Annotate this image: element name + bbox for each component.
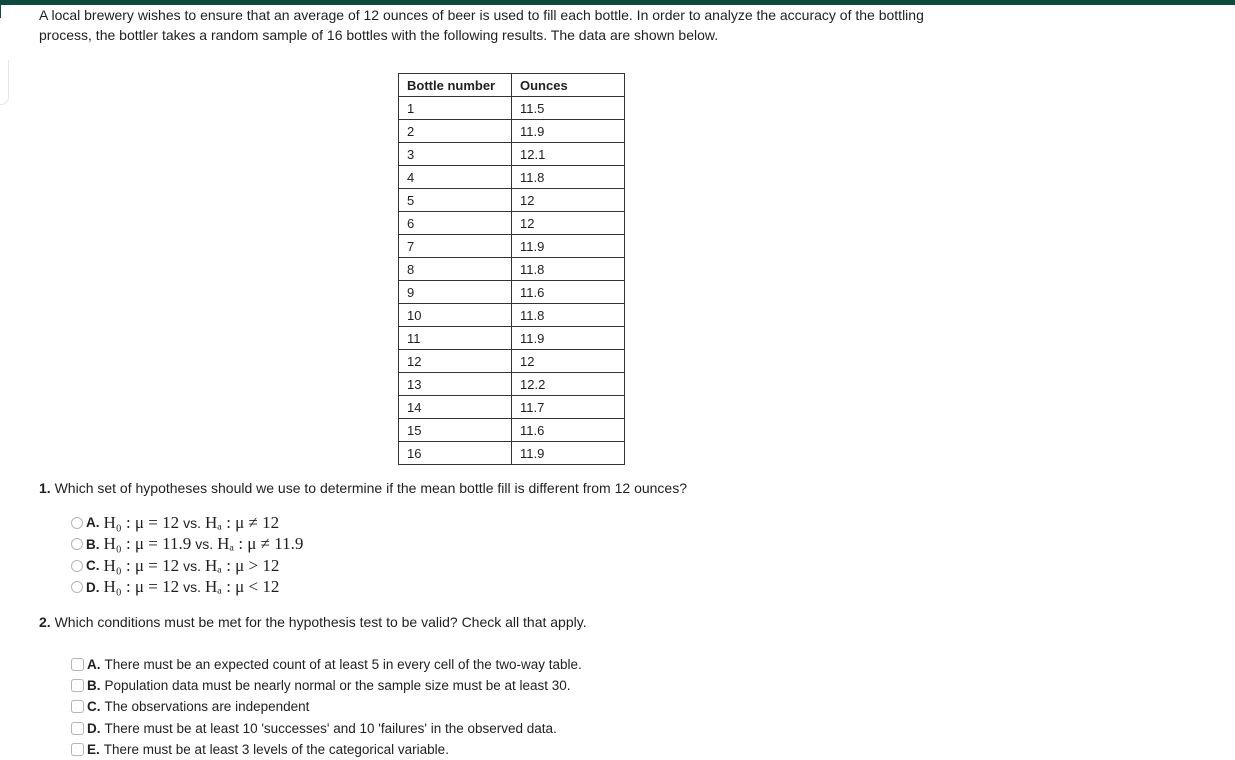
option-letter: D. — [86, 579, 100, 595]
option-text: Population data must be nearly normal or the sample size must be at least 30. — [104, 678, 571, 694]
question-1-options — [71, 512, 303, 598]
bottle-number-cell: 2 — [399, 120, 512, 143]
table-row — [399, 212, 625, 235]
ounces-cell: 11.8 — [512, 166, 625, 189]
option-letter: A. — [86, 515, 100, 531]
question-2-options — [71, 654, 582, 760]
bottle-number-cell: 7 — [399, 235, 512, 258]
bottle-data-table — [398, 73, 625, 465]
checkbox[interactable] — [71, 722, 84, 735]
table-row — [399, 189, 625, 212]
versus-label: vs. — [183, 557, 202, 574]
ounces-cell: 12 — [512, 189, 625, 212]
table-row — [399, 281, 625, 304]
left-accent-rule — [0, 0, 1, 18]
ounces-cell: 12 — [512, 212, 625, 235]
option-letter: B. — [86, 536, 100, 552]
radio-button[interactable] — [71, 538, 83, 550]
table-row — [399, 258, 625, 281]
question-1-text: Which set of hypotheses should we use to determine if the mean bottle fill is different from 12 ounces? — [54, 480, 687, 496]
bottle-number-cell: 5 — [399, 189, 512, 212]
option-text: The observations are independent — [104, 699, 310, 715]
null-hypothesis: H₀ : μ = 12 — [103, 512, 180, 532]
column-header-ounces: Ounces — [512, 74, 625, 97]
problem-intro: A local brewery wishes to ensure that an average of 12 ounces of beer is used to fill each bottle. In order to analyze the accuracy of the bottling process, the bottler takes a random sample of 16 bottles with the following results. The data are shown below. — [39, 7, 924, 43]
option-text: There must be at least 10 'successes' and 10 'failures' in the observed data. — [104, 720, 557, 736]
ounces-cell: 11.8 — [512, 304, 625, 327]
question-1-number: 1. — [39, 480, 51, 496]
bottle-number-cell: 12 — [399, 350, 512, 373]
null-hypothesis: H₀ : μ = 11.9 — [103, 534, 192, 554]
table-row — [399, 235, 625, 258]
bottle-number-cell: 4 — [399, 166, 512, 189]
alternative-hypothesis: Hₐ : μ < 12 — [205, 577, 280, 597]
null-hypothesis: H₀ : μ = 12 — [103, 555, 180, 575]
q1-option-b[interactable] — [71, 534, 303, 556]
bottle-number-cell: 16 — [399, 442, 512, 465]
versus-label: vs. — [183, 514, 202, 531]
bottle-number-cell: 13 — [399, 373, 512, 396]
ounces-cell: 11.9 — [512, 327, 625, 350]
bottle-number-cell: 11 — [399, 327, 512, 350]
table-row — [399, 442, 625, 465]
side-panel-edge — [0, 60, 9, 105]
checkbox[interactable] — [71, 700, 84, 713]
option-letter: E. — [87, 741, 100, 757]
q2-option-a[interactable] — [71, 654, 582, 675]
ounces-cell: 12 — [512, 350, 625, 373]
ounces-cell: 11.8 — [512, 258, 625, 281]
option-letter: B. — [87, 678, 101, 694]
checkbox[interactable] — [71, 658, 84, 671]
versus-label: vs. — [183, 579, 202, 596]
option-letter: A. — [87, 657, 101, 673]
bottle-number-cell: 15 — [399, 419, 512, 442]
q2-option-e[interactable] — [71, 739, 582, 760]
bottle-number-cell: 6 — [399, 212, 512, 235]
q1-option-a[interactable] — [71, 512, 303, 534]
bottle-number-cell: 10 — [399, 304, 512, 327]
checkbox[interactable] — [71, 679, 84, 692]
table-body — [399, 97, 625, 465]
bottle-number-cell: 1 — [399, 97, 512, 120]
bottle-number-cell: 3 — [399, 143, 512, 166]
question-2-text: Which conditions must be met for the hypothesis test to be valid? Check all that apply. — [54, 614, 587, 630]
table-row — [399, 97, 625, 120]
ounces-cell: 11.9 — [512, 120, 625, 143]
bottle-number-cell: 8 — [399, 258, 512, 281]
table-row — [399, 419, 625, 442]
table-row — [399, 304, 625, 327]
table-row — [399, 373, 625, 396]
ounces-cell: 12.1 — [512, 143, 625, 166]
q1-option-d[interactable] — [71, 577, 303, 599]
option-letter: D. — [87, 720, 101, 736]
table-row — [399, 396, 625, 419]
option-letter: C. — [86, 558, 100, 574]
null-hypothesis: H₀ : μ = 12 — [103, 577, 180, 597]
radio-button[interactable] — [71, 560, 83, 572]
ounces-cell: 11.6 — [512, 419, 625, 442]
q2-option-b[interactable] — [71, 675, 582, 696]
option-text: There must be an expected count of at least 5 in every cell of the two-way table. — [104, 657, 582, 673]
column-header-bottle-number: Bottle number — [399, 74, 512, 97]
bottle-number-cell: 14 — [399, 396, 512, 419]
q1-option-c[interactable] — [71, 555, 303, 577]
ounces-cell: 11.5 — [512, 97, 625, 120]
table-header-row — [399, 74, 625, 97]
table-row — [399, 143, 625, 166]
table-row — [399, 350, 625, 373]
table-row — [399, 166, 625, 189]
ounces-cell: 11.6 — [512, 281, 625, 304]
alternative-hypothesis: Hₐ : μ > 12 — [205, 555, 280, 575]
versus-label: vs. — [195, 536, 214, 553]
alternative-hypothesis: Hₐ : μ ≠ 12 — [205, 512, 280, 532]
ounces-cell: 12.2 — [512, 373, 625, 396]
radio-button[interactable] — [71, 517, 83, 529]
option-text: There must be at least 3 levels of the categorical variable. — [103, 741, 449, 757]
option-letter: C. — [87, 699, 101, 715]
ounces-cell: 11.9 — [512, 442, 625, 465]
q2-option-c[interactable] — [71, 696, 582, 717]
question-2-prompt — [39, 614, 587, 630]
ounces-cell: 11.9 — [512, 235, 625, 258]
question-2-number: 2. — [39, 614, 51, 630]
table-row — [399, 120, 625, 143]
radio-button[interactable] — [71, 581, 83, 593]
ounces-cell: 11.7 — [512, 396, 625, 419]
alternative-hypothesis: Hₐ : μ ≠ 11.9 — [217, 534, 304, 554]
bottle-number-cell: 9 — [399, 281, 512, 304]
table-row — [399, 327, 625, 350]
question-1-prompt — [39, 480, 687, 496]
q2-option-d[interactable] — [71, 718, 582, 739]
